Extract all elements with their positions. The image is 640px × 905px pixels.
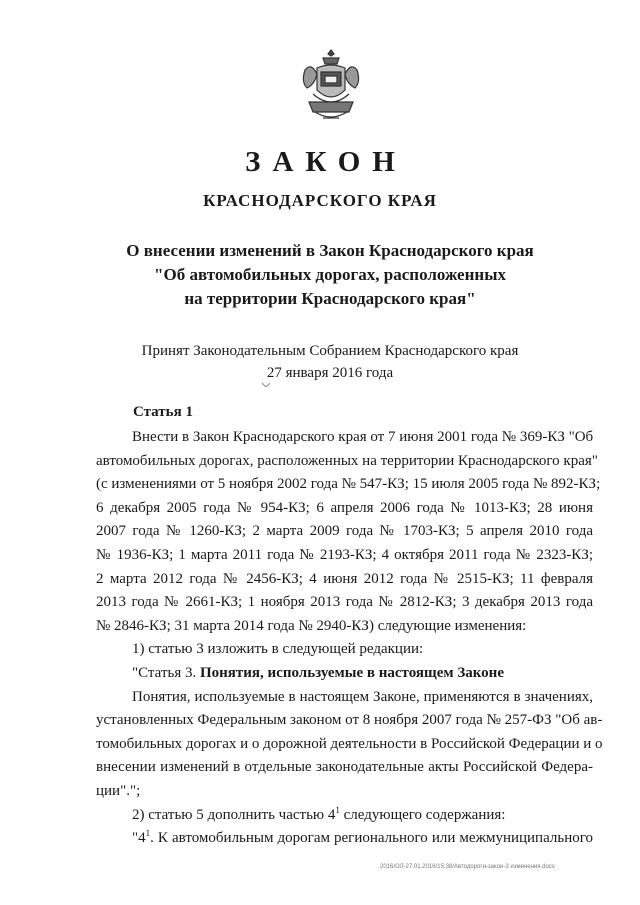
body-line: № 2846-КЗ; 31 марта 2014 года № 2940-КЗ) следующие изменения: [96, 617, 527, 634]
law-subject [60, 239, 600, 311]
item-1: 1) статью 3 изложить в следующей редакции: [132, 641, 424, 658]
item-2-text-end: следующего содержания: [339, 806, 506, 823]
article-1-heading: Статья 1 [133, 404, 193, 420]
region-name: КРАСНОДАРСКОГО КРАЯ [203, 191, 437, 210]
document-title: ЗАКОН [245, 146, 407, 178]
item-3-text: "4 [132, 830, 146, 847]
body-line: (с изменениями от 5 ноября 2002 года № 547-КЗ; 15 июля 2005 года № 892-КЗ; [96, 476, 601, 493]
scan-mark [262, 383, 270, 387]
body-line: автомобильных дорогах, расположенных на территории Краснодарского края" [96, 452, 598, 469]
coat-of-arms-icon [299, 48, 363, 124]
item-2 [96, 804, 593, 828]
subject-line-3: на территории Краснодарского края" [184, 289, 476, 308]
body-line: 2 марта 2012 года № 2456-КЗ; 4 июня 2012 года № 2515-КЗ; 11 февраля [96, 570, 593, 587]
body-line: томобильных дорогах и о дорожной деятельности в Российской Федерации и о [96, 735, 603, 752]
subject-line-2: "Об автомобильных дорогах, расположенных [154, 265, 506, 284]
body-line: 2013 года № 2661-КЗ; 1 ноября 2013 года № 2812-КЗ; 3 декабря 2013 года [96, 594, 593, 611]
body-line: ции"."; [96, 782, 141, 799]
adoption-info [60, 340, 600, 384]
item-3 [96, 827, 593, 851]
body-line: внесении изменений в отдельные законодательные акты Российской Федера- [96, 759, 593, 776]
item-3-text-end: . К автомобильным дорогам регионального или межмуниципального [150, 830, 593, 847]
body-line: 2007 года № 1260-КЗ; 2 марта 2009 года № 1703-КЗ; 5 апреля 2010 года [96, 523, 593, 540]
item-2-superscript: 1 [335, 804, 340, 815]
adoption-date: 27 января 2016 года [266, 365, 394, 381]
article-1-body [96, 426, 603, 851]
adoption-line-1: Принят Законодательным Собранием Краснодарского края [141, 343, 519, 359]
article-3-heading [96, 662, 593, 686]
body-line: установленных Федеральным законом от 8 ноября 2007 года № 257-ФЗ "Об ав- [96, 712, 603, 729]
item-2-text: 2) статью 5 дополнить частью 4 [132, 806, 336, 823]
body-line: Внести в Закон Краснодарского края от 7 июня 2001 года № 369-КЗ "Об [132, 429, 594, 445]
body-line: № 1936-КЗ; 1 марта 2011 года № 2193-КЗ; 4 октября 2011 года № 2323-КЗ; [96, 546, 593, 563]
file-stamp: 2016/ОЛ-27.01.2016/15:38/Автодороги-закон-3 изменения.docx [380, 864, 555, 870]
item-3-superscript: 1 [145, 828, 151, 839]
article-3-prefix: "Статья 3. [132, 664, 200, 681]
article-3-title: Понятия, используемые в настоящем Законе [199, 664, 504, 681]
subject-line-1: О внесении изменений в Закон Краснодарского края [126, 241, 534, 260]
body-line: Понятия, используемые в настоящем Законе, применяются в значениях, [132, 688, 593, 705]
body-line: 6 декабря 2005 года № 954-КЗ; 6 апреля 2006 года № 1013-КЗ; 28 июня [96, 499, 593, 516]
